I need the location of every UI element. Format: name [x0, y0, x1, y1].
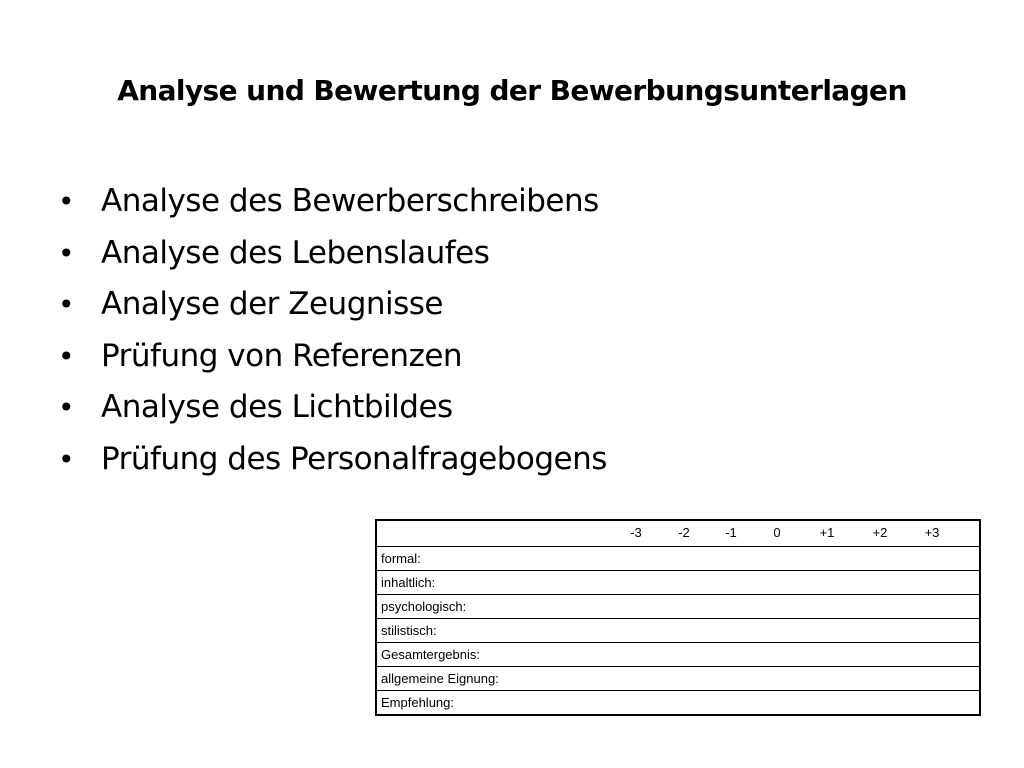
- row-label: Empfehlung:: [376, 691, 980, 716]
- bullet-text: Analyse des Lichtbildes: [101, 389, 453, 425]
- bullet-text: Analyse der Zeugnisse: [101, 286, 444, 322]
- rating-table: [375, 519, 981, 716]
- bullet-text: Analyse des Bewerberschreibens: [101, 183, 599, 219]
- bullet-text: Prüfung des Personalfragebogens: [101, 440, 607, 477]
- bullet-text: Prüfung von Referenzen: [101, 337, 463, 374]
- row-label: Gesamtergebnis:: [376, 643, 980, 667]
- table-row: [376, 691, 980, 716]
- bullet-text: Analyse des Lebenslaufes: [101, 234, 490, 271]
- table-row: [376, 643, 980, 667]
- row-label: formal:: [376, 547, 980, 571]
- bullet-icon: •: [58, 391, 75, 424]
- row-label: stilistisch:: [376, 619, 980, 643]
- slide-title: Analyse und Bewertung der Bewerbungsunterlagen: [117, 74, 907, 107]
- row-label: inhaltlich:: [376, 571, 980, 595]
- table-row: [376, 667, 980, 691]
- scale-label: -2: [678, 525, 690, 540]
- table-row: [376, 547, 980, 571]
- scale-label: 0: [773, 525, 781, 540]
- row-label: allgemeine Eignung:: [376, 667, 980, 691]
- bullet-icon: •: [58, 236, 75, 270]
- table-header-row: [376, 520, 980, 547]
- row-label: psychologisch:: [376, 595, 980, 619]
- table-row: [376, 571, 980, 595]
- bullet-icon: •: [58, 339, 75, 373]
- scale-header-cell: [376, 520, 980, 547]
- scale-label: +1: [819, 525, 835, 540]
- table-row: [376, 619, 980, 643]
- scale-label: -3: [630, 525, 642, 540]
- scale-label: +2: [872, 525, 888, 540]
- rating-scale: [381, 521, 975, 546]
- scale-label: -1: [725, 525, 737, 540]
- scale-label: +3: [924, 525, 940, 540]
- bullet-icon: •: [58, 442, 75, 476]
- table-row: [376, 595, 980, 619]
- bullet-icon: •: [58, 185, 75, 218]
- bullet-icon: •: [58, 288, 75, 321]
